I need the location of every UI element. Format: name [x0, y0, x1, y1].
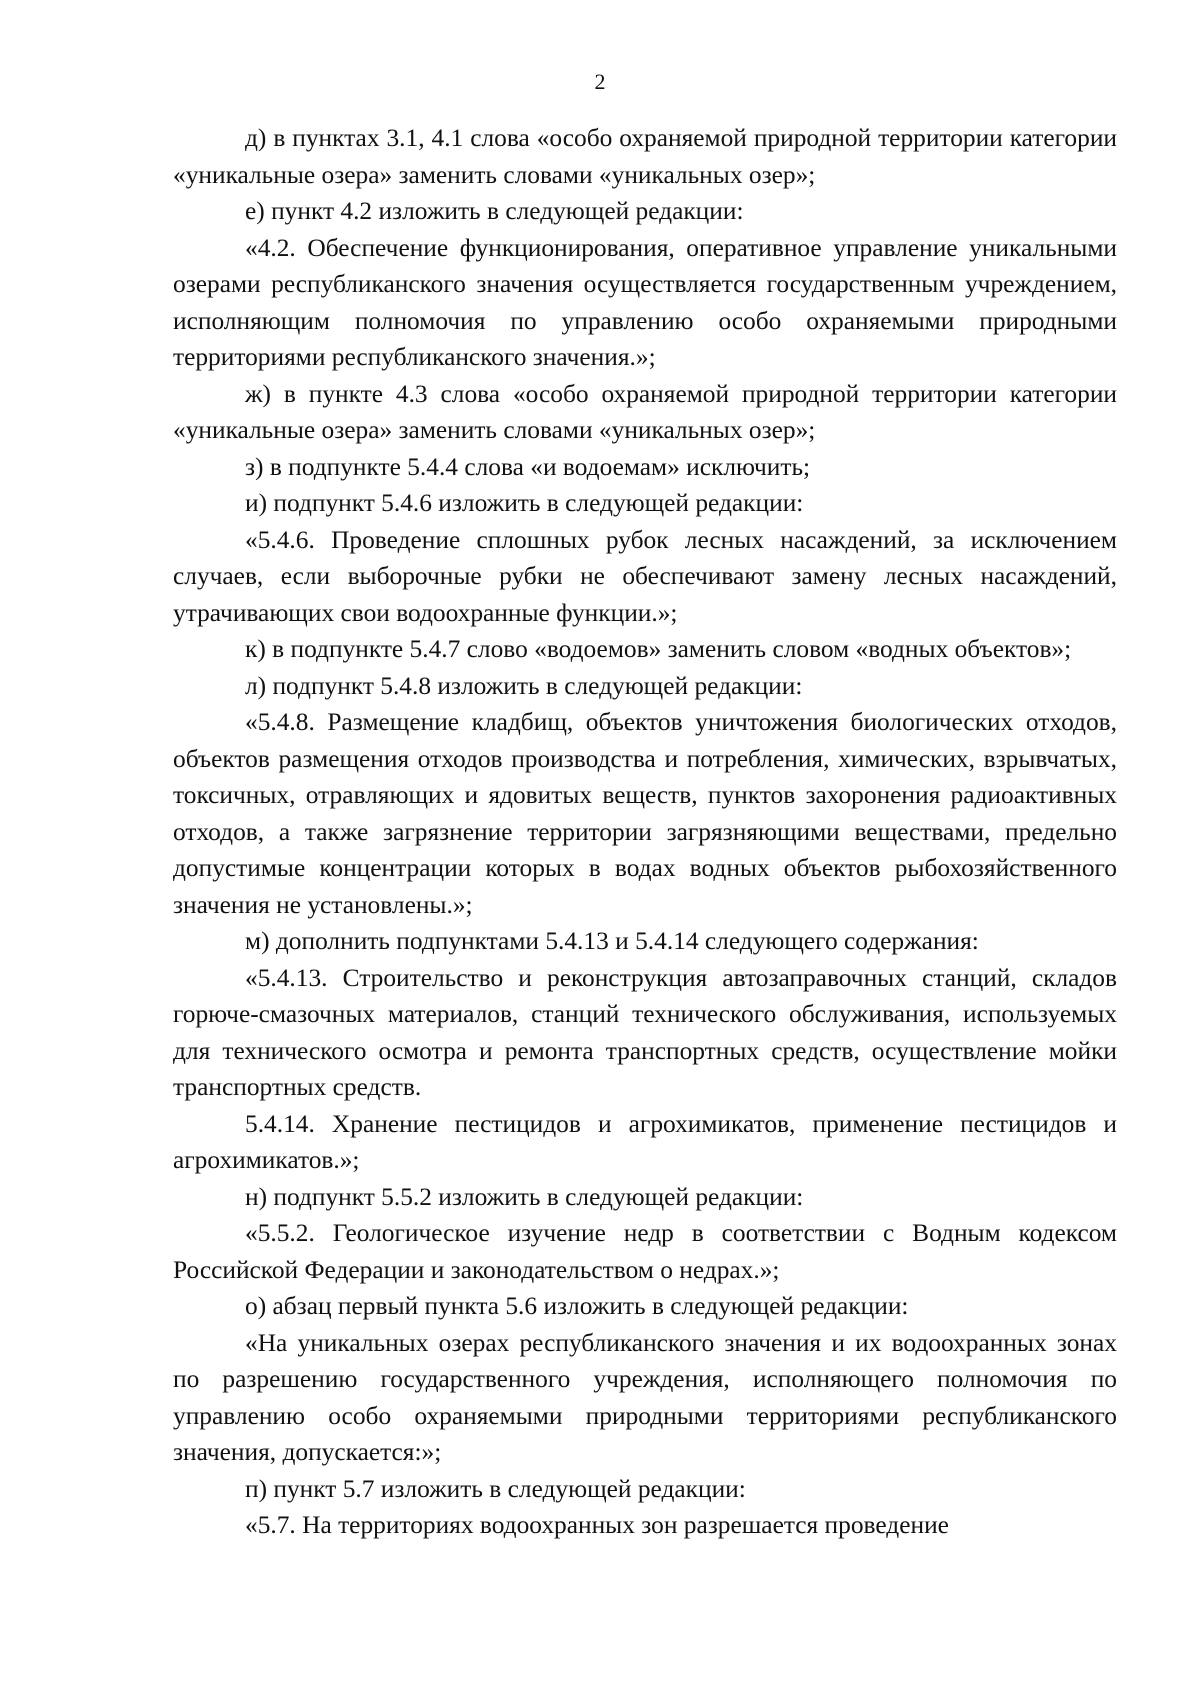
page-number: 2: [594, 69, 606, 94]
paragraph-zh: ж) в пункте 4.3 слова «особо охраняемой природной территории категории «уникальные озера» заменить словами «уникальных озер»;: [173, 379, 1117, 444]
paragraph-k: к) в подпункте 5.4.7 слово «водоемов» заменить словом «водных объектов»;: [245, 635, 1072, 663]
paragraph-n: н) подпункт 5.5.2 изложить в следующей редакции:: [245, 1182, 804, 1211]
paragraph-5-4-14-text: 5.4.14. Хранение пестицидов и агрохимикатов, применение пестицидов и агрохимикатов.»;: [173, 1109, 1117, 1174]
document-body: [173, 120, 1117, 1544]
paragraph-i: и) подпункт 5.4.6 изложить в следующей редакции:: [245, 489, 804, 517]
paragraph-p: п) пункт 5.7 изложить в следующей редакции:: [245, 1474, 746, 1503]
paragraph-m: м) дополнить подпунктами 5.4.13 и 5.4.14 следующего содержания:: [245, 927, 979, 955]
paragraph-e: е) пункт 4.2 изложить в следующей редакции:: [245, 197, 744, 225]
paragraph-d: д) в пунктах 3.1, 4.1 слова «особо охраняемой природной территории категории «уникальные озера» заменить словами «уникальных озер»;: [173, 124, 1117, 189]
paragraph-5-4-13-text: «5.4.13. Строительство и реконструкция автозаправочных станций, складов горюче-смазочных материалов, станций технического обслуживания, используемых для технического осмотра и ремонта транспортных средств, осуществление мойки транспортных средств.: [173, 963, 1117, 1101]
paragraph-5-4-6-text: «5.4.6. Проведение сплошных рубок лесных насаждений, за исключением случаев, если выборочные рубки не обеспечивают замену лесных насаждений, утрачивающих свои водоохранные функции.»;: [173, 525, 1117, 627]
paragraph-l: л) подпункт 5.4.8 изложить в следующей редакции:: [245, 671, 803, 700]
paragraph-o: о) абзац первый пункта 5.6 изложить в следующей редакции:: [245, 1292, 909, 1320]
paragraph-5-5-2-text: «5.5.2. Геологическое изучение недр в соответствии с Водным кодексом Российской Федерации и законодательством о недрах.»;: [173, 1219, 1117, 1284]
paragraph-5-6-text: «На уникальных озерах республиканского значения и их водоохранных зонах по разрешению государственного учреждения, исполняющего полномочия по управлению особо охраняемыми природными территориями республиканского значения, допускается:»;: [173, 1328, 1117, 1466]
paragraph-z: з) в подпункте 5.4.4 слова «и водоемам» исключить;: [245, 452, 811, 481]
paragraph-5-4-8-text: «5.4.8. Размещение кладбищ, объектов уничтожения биологических отходов, объектов размещения отходов производства и потребления, химических, взрывчатых, токсичных, отравляющих и ядовитых веществ, пунктов захоронения радиоактивных отходов, а также загрязнение территории загрязняющими веществами, предельно допустимые концентрации которых в водах водных объектов рыбохозяйственного значения не установлены.»;: [173, 708, 1117, 919]
paragraph-5-7-text: «5.7. На территориях водоохранных зон разрешается проведение: [245, 1511, 949, 1539]
paragraph-4-2-text: «4.2. Обеспечение функционирования, оперативное управление уникальными озерами республиканского значения осуществляется государственным учреждением, исполняющим полномочия по управлению особо охраняемыми природными территориями республиканского значения.»;: [173, 233, 1117, 371]
